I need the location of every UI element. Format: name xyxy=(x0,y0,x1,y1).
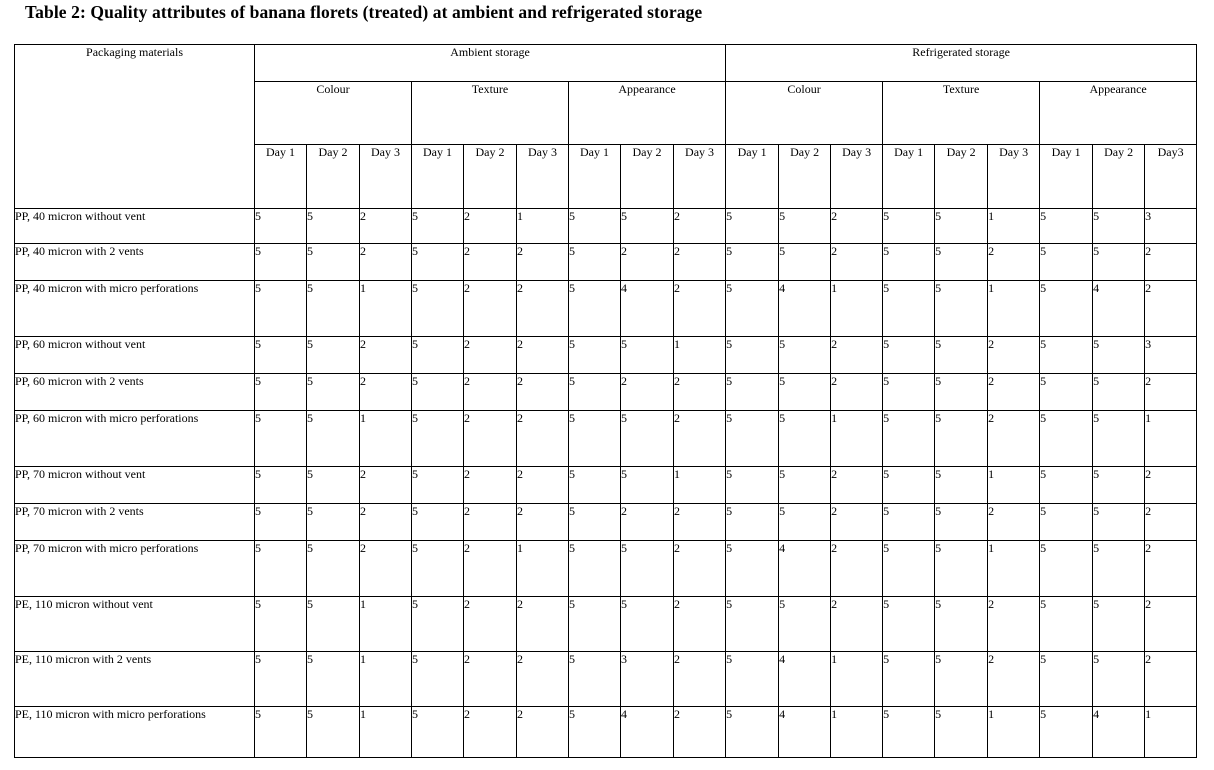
table-cell: 2 xyxy=(621,244,674,281)
table-cell: 5 xyxy=(412,337,464,374)
table-cell: 5 xyxy=(726,467,779,504)
table-cell: 5 xyxy=(412,374,464,411)
table-cell: 2 xyxy=(464,597,517,652)
table-cell: 2 xyxy=(464,541,517,597)
table-cell: 2 xyxy=(517,504,569,541)
table-cell: 2 xyxy=(674,597,726,652)
attr-header-appearance: Appearance xyxy=(1040,82,1197,145)
table-cell: 5 xyxy=(255,707,307,758)
table-row xyxy=(15,337,1197,374)
table-cell: 5 xyxy=(935,707,988,758)
table-cell: 5 xyxy=(569,337,621,374)
table-cell: 5 xyxy=(935,281,988,337)
attr-header-colour: Colour xyxy=(726,82,883,145)
table-cell: 5 xyxy=(726,652,779,707)
table-cell: 3 xyxy=(621,652,674,707)
table-cell: 2 xyxy=(674,411,726,467)
row-label: PP, 40 micron without vent xyxy=(15,209,255,244)
table-cell: 5 xyxy=(883,244,935,281)
row-label: PP, 40 micron with micro perforations xyxy=(15,281,255,337)
table-cell: 2 xyxy=(1145,504,1197,541)
day-header: Day 3 xyxy=(988,145,1040,209)
table-cell: 5 xyxy=(935,337,988,374)
table-cell: 5 xyxy=(883,597,935,652)
table-cell: 2 xyxy=(464,244,517,281)
row-label: PE, 110 micron with 2 vents xyxy=(15,652,255,707)
table-cell: 5 xyxy=(255,209,307,244)
table-cell: 5 xyxy=(1093,504,1145,541)
table-cell: 3 xyxy=(1145,209,1197,244)
table-cell: 5 xyxy=(883,467,935,504)
table-row xyxy=(15,281,1197,337)
table-cell: 2 xyxy=(674,209,726,244)
attr-header-texture: Texture xyxy=(412,82,569,145)
table-cell: 2 xyxy=(517,411,569,467)
table-cell: 5 xyxy=(255,597,307,652)
day-header: Day 1 xyxy=(569,145,621,209)
table-cell: 5 xyxy=(883,281,935,337)
table-cell: 1 xyxy=(831,707,883,758)
table-cell: 2 xyxy=(988,597,1040,652)
table-cell: 5 xyxy=(307,467,360,504)
table-row xyxy=(15,209,1197,244)
table-cell: 5 xyxy=(255,374,307,411)
table-cell: 5 xyxy=(255,467,307,504)
table-cell: 5 xyxy=(307,652,360,707)
table-cell: 5 xyxy=(935,467,988,504)
table-cell: 2 xyxy=(517,374,569,411)
table-cell: 5 xyxy=(883,707,935,758)
row-label: PE, 110 micron without vent xyxy=(15,597,255,652)
table-cell: 2 xyxy=(517,337,569,374)
table-cell: 5 xyxy=(621,209,674,244)
table-cell: 5 xyxy=(883,504,935,541)
table-cell: 1 xyxy=(360,707,412,758)
table-cell: 5 xyxy=(883,337,935,374)
table-cell: 5 xyxy=(1093,244,1145,281)
table-cell: 2 xyxy=(360,467,412,504)
table-cell: 5 xyxy=(779,597,831,652)
table-cell: 2 xyxy=(360,504,412,541)
table-cell: 5 xyxy=(726,281,779,337)
table-cell: 2 xyxy=(1145,374,1197,411)
table-cell: 1 xyxy=(674,337,726,374)
table-cell: 1 xyxy=(988,281,1040,337)
table-cell: 5 xyxy=(255,541,307,597)
day-header: Day 3 xyxy=(831,145,883,209)
table-cell: 2 xyxy=(517,652,569,707)
table-cell: 5 xyxy=(935,209,988,244)
table-cell: 5 xyxy=(779,209,831,244)
table-cell: 1 xyxy=(517,541,569,597)
attr-header-colour: Colour xyxy=(255,82,412,145)
table-cell: 5 xyxy=(255,652,307,707)
day-header: Day 2 xyxy=(464,145,517,209)
day-header: Day 2 xyxy=(935,145,988,209)
table-cell: 2 xyxy=(988,337,1040,374)
table-cell: 5 xyxy=(412,707,464,758)
table-cell: 5 xyxy=(569,209,621,244)
table-cell: 2 xyxy=(674,541,726,597)
table-cell: 2 xyxy=(517,281,569,337)
table-cell: 2 xyxy=(517,707,569,758)
group-header-refrigerated: Refrigerated storage xyxy=(726,45,1197,82)
day-header: Day 1 xyxy=(1040,145,1093,209)
table-cell: 5 xyxy=(255,281,307,337)
table-cell: 2 xyxy=(464,504,517,541)
table-cell: 5 xyxy=(307,244,360,281)
table-cell: 5 xyxy=(569,281,621,337)
table-cell: 2 xyxy=(674,504,726,541)
table-cell: 1 xyxy=(674,467,726,504)
table-cell: 1 xyxy=(1145,411,1197,467)
table-cell: 5 xyxy=(1093,337,1145,374)
table-cell: 5 xyxy=(307,541,360,597)
table-cell: 2 xyxy=(831,504,883,541)
row-label: PP, 70 micron with micro perforations xyxy=(15,541,255,597)
table-cell: 5 xyxy=(412,209,464,244)
table-cell: 2 xyxy=(517,467,569,504)
table-cell: 2 xyxy=(674,652,726,707)
table-cell: 1 xyxy=(360,281,412,337)
day-header: Day 3 xyxy=(674,145,726,209)
table-cell: 2 xyxy=(464,707,517,758)
table-cell: 5 xyxy=(307,504,360,541)
row-label: PP, 40 micron with 2 vents xyxy=(15,244,255,281)
table-cell: 2 xyxy=(831,244,883,281)
table-cell: 5 xyxy=(1040,209,1093,244)
table-cell: 5 xyxy=(307,374,360,411)
table-cell: 1 xyxy=(988,541,1040,597)
table-cell: 5 xyxy=(779,504,831,541)
table-cell: 2 xyxy=(988,411,1040,467)
table-cell: 5 xyxy=(726,374,779,411)
table-cell: 5 xyxy=(726,337,779,374)
table-cell: 5 xyxy=(569,597,621,652)
table-cell: 5 xyxy=(779,411,831,467)
table-cell: 5 xyxy=(569,374,621,411)
table-cell: 2 xyxy=(831,374,883,411)
table-row xyxy=(15,411,1197,467)
table-row xyxy=(15,652,1197,707)
table-cell: 1 xyxy=(831,411,883,467)
table-cell: 5 xyxy=(412,597,464,652)
table-cell: 2 xyxy=(674,244,726,281)
table-cell: 5 xyxy=(307,707,360,758)
table-cell: 2 xyxy=(674,374,726,411)
table-cell: 5 xyxy=(726,411,779,467)
table-cell: 5 xyxy=(726,597,779,652)
table-cell: 5 xyxy=(621,541,674,597)
attr-header-texture: Texture xyxy=(883,82,1040,145)
table-cell: 5 xyxy=(935,244,988,281)
table-cell: 5 xyxy=(935,652,988,707)
table-cell: 2 xyxy=(464,467,517,504)
table-cell: 5 xyxy=(1040,244,1093,281)
row-label: PP, 60 micron without vent xyxy=(15,337,255,374)
quality-attributes-table xyxy=(14,44,1197,758)
table-cell: 2 xyxy=(988,504,1040,541)
day-header: Day 1 xyxy=(412,145,464,209)
day-header: Day 2 xyxy=(779,145,831,209)
table-cell: 2 xyxy=(1145,541,1197,597)
day-header: Day3 xyxy=(1145,145,1197,209)
table-cell: 2 xyxy=(988,244,1040,281)
table-cell: 5 xyxy=(883,411,935,467)
table-cell: 1 xyxy=(831,652,883,707)
table-cell: 4 xyxy=(779,707,831,758)
table-cell: 1 xyxy=(1145,707,1197,758)
table-cell: 5 xyxy=(779,244,831,281)
table-cell: 1 xyxy=(988,707,1040,758)
table-row xyxy=(15,244,1197,281)
table-cell: 2 xyxy=(1145,467,1197,504)
table-cell: 5 xyxy=(412,541,464,597)
table-cell: 5 xyxy=(621,467,674,504)
table-cell: 4 xyxy=(779,652,831,707)
table-cell: 5 xyxy=(1040,652,1093,707)
day-header: Day 2 xyxy=(307,145,360,209)
table-cell: 5 xyxy=(569,467,621,504)
table-cell: 2 xyxy=(464,374,517,411)
table-cell: 5 xyxy=(412,281,464,337)
row-label: PP, 60 micron with micro perforations xyxy=(15,411,255,467)
table-cell: 5 xyxy=(1040,337,1093,374)
group-header-ambient: Ambient storage xyxy=(255,45,726,82)
table-cell: 2 xyxy=(1145,597,1197,652)
table-cell: 2 xyxy=(1145,281,1197,337)
row-label: PE, 110 micron with micro perforations xyxy=(15,707,255,758)
table-cell: 5 xyxy=(255,337,307,374)
table-cell: 2 xyxy=(621,504,674,541)
table-cell: 2 xyxy=(464,337,517,374)
table-cell: 5 xyxy=(412,504,464,541)
table-cell: 5 xyxy=(307,209,360,244)
table-cell: 5 xyxy=(1040,541,1093,597)
table-cell: 2 xyxy=(831,337,883,374)
table-cell: 5 xyxy=(569,504,621,541)
table-cell: 5 xyxy=(1040,374,1093,411)
table-cell: 5 xyxy=(935,374,988,411)
table-cell: 5 xyxy=(412,467,464,504)
table-row xyxy=(15,504,1197,541)
table-cell: 5 xyxy=(935,504,988,541)
table-cell: 5 xyxy=(569,411,621,467)
table-cell: 2 xyxy=(674,707,726,758)
table-cell: 5 xyxy=(935,411,988,467)
table-cell: 2 xyxy=(360,541,412,597)
table-cell: 2 xyxy=(988,652,1040,707)
table-cell: 5 xyxy=(621,411,674,467)
table-cell: 5 xyxy=(1093,411,1145,467)
day-header: Day 1 xyxy=(726,145,779,209)
table-cell: 5 xyxy=(1093,209,1145,244)
table-cell: 1 xyxy=(988,467,1040,504)
table-row xyxy=(15,467,1197,504)
day-header: Day 3 xyxy=(360,145,412,209)
table-cell: 2 xyxy=(831,541,883,597)
table-cell: 4 xyxy=(621,707,674,758)
table-cell: 5 xyxy=(569,541,621,597)
table-cell: 5 xyxy=(621,597,674,652)
table-cell: 2 xyxy=(621,374,674,411)
table-cell: 5 xyxy=(726,244,779,281)
day-header: Day 1 xyxy=(255,145,307,209)
attr-header-appearance: Appearance xyxy=(569,82,726,145)
table-cell: 5 xyxy=(255,244,307,281)
table-cell: 2 xyxy=(831,467,883,504)
table-cell: 1 xyxy=(831,281,883,337)
table-cell: 5 xyxy=(1040,597,1093,652)
table-cell: 2 xyxy=(517,244,569,281)
table-cell: 5 xyxy=(883,209,935,244)
corner-header: Packaging materials xyxy=(15,45,255,209)
table-cell: 2 xyxy=(360,244,412,281)
table-cell: 5 xyxy=(1040,411,1093,467)
table-cell: 5 xyxy=(1093,652,1145,707)
table-cell: 3 xyxy=(1145,337,1197,374)
table-cell: 5 xyxy=(726,707,779,758)
table-cell: 2 xyxy=(674,281,726,337)
day-header: Day 2 xyxy=(621,145,674,209)
table-cell: 5 xyxy=(569,652,621,707)
table-cell: 5 xyxy=(935,597,988,652)
table-cell: 5 xyxy=(1040,467,1093,504)
table-cell: 5 xyxy=(412,244,464,281)
table-row xyxy=(15,707,1197,758)
table-cell: 5 xyxy=(1040,504,1093,541)
table-caption: Table 2: Quality attributes of banana florets (treated) at ambient and refrigerated storage xyxy=(25,2,703,22)
table-cell: 5 xyxy=(726,504,779,541)
table-cell: 5 xyxy=(883,541,935,597)
table-cell: 5 xyxy=(569,707,621,758)
day-header: Day 3 xyxy=(517,145,569,209)
table-cell: 2 xyxy=(831,209,883,244)
table-cell: 2 xyxy=(831,597,883,652)
table-cell: 5 xyxy=(1093,467,1145,504)
table-cell: 5 xyxy=(726,209,779,244)
row-label: PP, 70 micron with 2 vents xyxy=(15,504,255,541)
table-cell: 5 xyxy=(935,541,988,597)
table-cell: 2 xyxy=(1145,244,1197,281)
table-cell: 5 xyxy=(255,504,307,541)
table-row xyxy=(15,541,1197,597)
table-cell: 5 xyxy=(569,244,621,281)
table-cell: 5 xyxy=(779,337,831,374)
table-cell: 2 xyxy=(360,337,412,374)
day-header: Day 1 xyxy=(883,145,935,209)
table-cell: 2 xyxy=(360,374,412,411)
table-cell: 1 xyxy=(360,652,412,707)
table-cell: 2 xyxy=(464,411,517,467)
table-cell: 5 xyxy=(412,411,464,467)
table-row xyxy=(15,374,1197,411)
table-cell: 5 xyxy=(883,374,935,411)
table-cell: 2 xyxy=(464,652,517,707)
table-cell: 4 xyxy=(779,541,831,597)
table-cell: 5 xyxy=(1040,281,1093,337)
table-cell: 1 xyxy=(360,411,412,467)
table-cell: 1 xyxy=(360,597,412,652)
table-cell: 5 xyxy=(1093,541,1145,597)
table-cell: 4 xyxy=(1093,707,1145,758)
table-cell: 2 xyxy=(464,209,517,244)
table-cell: 5 xyxy=(1093,374,1145,411)
table-cell: 4 xyxy=(621,281,674,337)
table-cell: 4 xyxy=(1093,281,1145,337)
day-header: Day 2 xyxy=(1093,145,1145,209)
table-cell: 1 xyxy=(988,209,1040,244)
table-cell: 4 xyxy=(779,281,831,337)
table-cell: 2 xyxy=(988,374,1040,411)
row-label: PP, 60 micron with 2 vents xyxy=(15,374,255,411)
table-cell: 5 xyxy=(883,652,935,707)
table-cell: 5 xyxy=(1093,597,1145,652)
table-cell: 5 xyxy=(412,652,464,707)
table-row xyxy=(15,597,1197,652)
row-label: PP, 70 micron without vent xyxy=(15,467,255,504)
table-cell: 2 xyxy=(517,597,569,652)
table-cell: 5 xyxy=(779,467,831,504)
table-cell: 2 xyxy=(464,281,517,337)
table-cell: 5 xyxy=(1040,707,1093,758)
table-cell: 5 xyxy=(307,281,360,337)
table-cell: 1 xyxy=(517,209,569,244)
table-cell: 2 xyxy=(360,209,412,244)
table-cell: 5 xyxy=(621,337,674,374)
table-cell: 5 xyxy=(779,374,831,411)
table-cell: 5 xyxy=(307,337,360,374)
table-cell: 5 xyxy=(307,597,360,652)
table-cell: 2 xyxy=(1145,652,1197,707)
table-cell: 5 xyxy=(307,411,360,467)
table-cell: 5 xyxy=(726,541,779,597)
table-cell: 5 xyxy=(255,411,307,467)
